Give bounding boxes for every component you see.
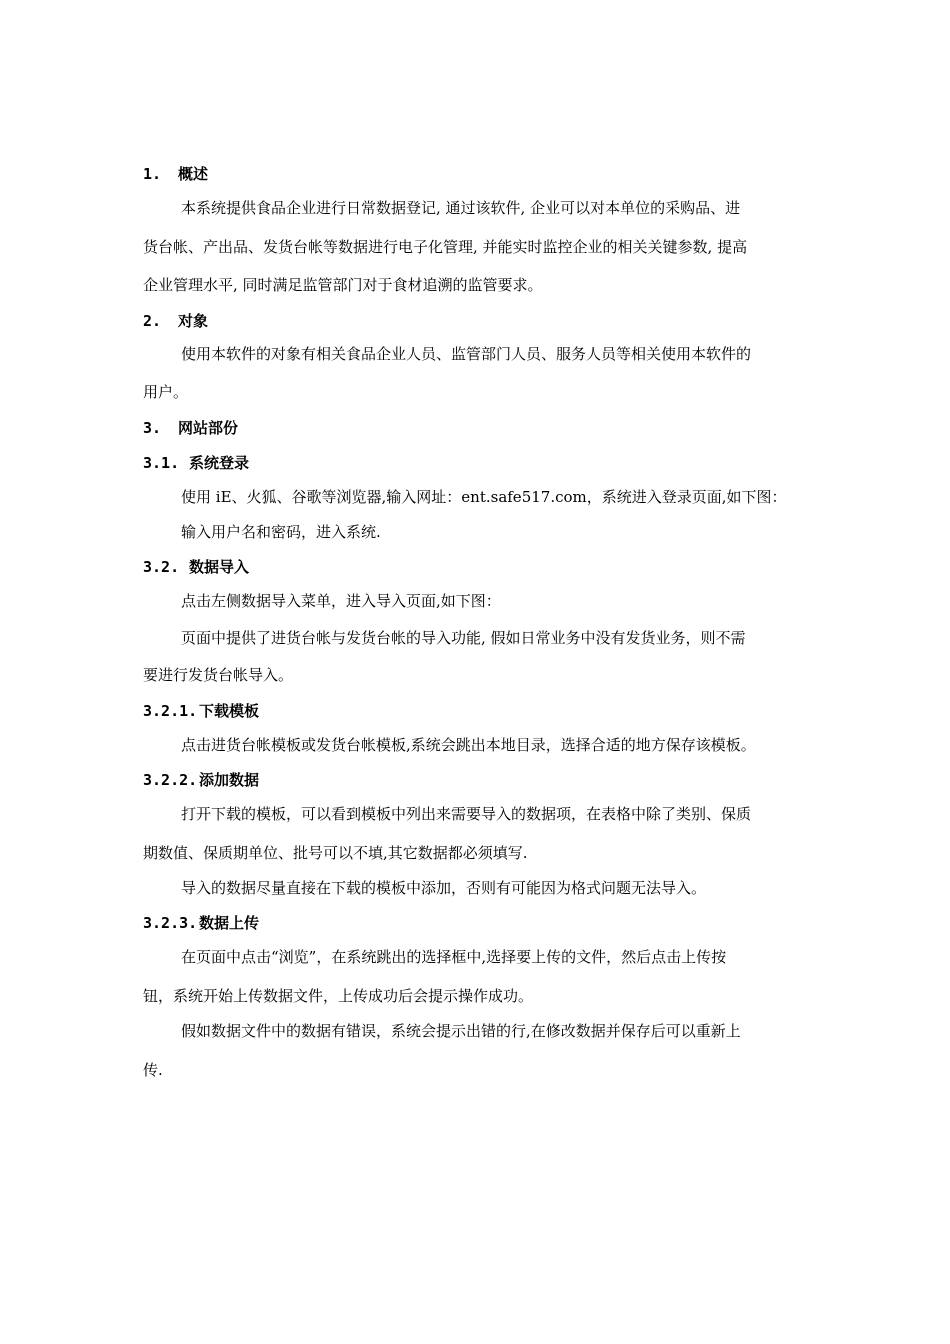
- section-number: 3.1.: [143, 454, 180, 472]
- section-heading-add-data: [143, 770, 259, 790]
- section-title: 对象: [178, 312, 209, 330]
- paragraph-line: 页面中提供了进货台帐与发货台帐的导入功能, 假如日常业务中没有发货业务，则不需: [181, 629, 746, 647]
- paragraph-line: 本系统提供食品企业进行日常数据登记, 通过该软件, 企业可以对本单位的采购品、进: [181, 199, 741, 217]
- section-number: 3.2.2.: [143, 771, 198, 789]
- section-number: 1.: [143, 165, 162, 183]
- section-number: 2.: [143, 312, 162, 330]
- paragraph-line: 钮，系统开始上传数据文件，上传成功后会提示操作成功。: [143, 987, 534, 1005]
- section-heading-upload-data: [143, 913, 259, 933]
- paragraph-line: 点击左侧数据导入菜单，进入导入页面,如下图：: [181, 592, 501, 610]
- paragraph-line: 打开下载的模板，可以看到模板中列出来需要导入的数据项，在表格中除了类别、保质: [181, 805, 752, 823]
- section-number: 3.2.: [143, 558, 180, 576]
- section-title: 网站部份: [178, 419, 239, 437]
- paragraph-line: 传.: [143, 1061, 163, 1079]
- paragraph-line: 企业管理水平, 同时满足监管部门对于食材追溯的监管要求。: [143, 276, 543, 294]
- section-number: 3.: [143, 419, 162, 437]
- section-heading-download-template: [143, 701, 259, 721]
- paragraph-line: 使用 iE、火狐、谷歌等浏览器,输入网址：ent.safe517.com，系统进入登录页面,如下图：: [181, 488, 787, 506]
- section-title: 数据导入: [189, 558, 250, 576]
- paragraph-line: 使用本软件的对象有相关食品企业人员、监管部门人员、服务人员等相关使用本软件的: [181, 345, 752, 363]
- section-title: 数据上传: [199, 914, 260, 932]
- paragraph-line: 点击进货台帐模板或发货台帐模板,系统会跳出本地目录，选择合适的地方保存该模板。: [181, 736, 756, 754]
- section-title: 下载模板: [199, 702, 260, 720]
- section-heading-data-import: [143, 557, 249, 577]
- section-number: 3.2.3.: [143, 914, 198, 932]
- paragraph-line: 期数值、保质期单位、批号可以不填,其它数据都必须填写.: [143, 844, 528, 862]
- section-title: 添加数据: [199, 771, 260, 789]
- paragraph-line: 货台帐、产出品、发货台帐等数据进行电子化管理, 并能实时监控企业的相关关键参数, 提高: [143, 238, 748, 256]
- section-heading-audience: [143, 311, 208, 331]
- paragraph-line: 输入用户名和密码，进入系统.: [181, 523, 381, 541]
- section-title: 概述: [178, 165, 209, 183]
- section-heading-website: [143, 418, 238, 438]
- paragraph-line: 导入的数据尽量直接在下载的模板中添加，否则有可能因为格式问题无法导入。: [181, 879, 707, 897]
- section-heading-login: [143, 453, 249, 473]
- section-heading-overview: [143, 164, 208, 184]
- section-number: 3.2.1.: [143, 702, 198, 720]
- section-title: 系统登录: [189, 454, 250, 472]
- paragraph-line: 要进行发货台帐导入。: [143, 666, 294, 684]
- paragraph-line: 在页面中点击“浏览”，在系统跳出的选择框中,选择要上传的文件，然后点击上传按: [181, 948, 727, 966]
- paragraph-line: 用户。: [143, 383, 189, 401]
- paragraph-line: 假如数据文件中的数据有错误，系统会提示出错的行,在修改数据并保存后可以重新上: [181, 1022, 741, 1040]
